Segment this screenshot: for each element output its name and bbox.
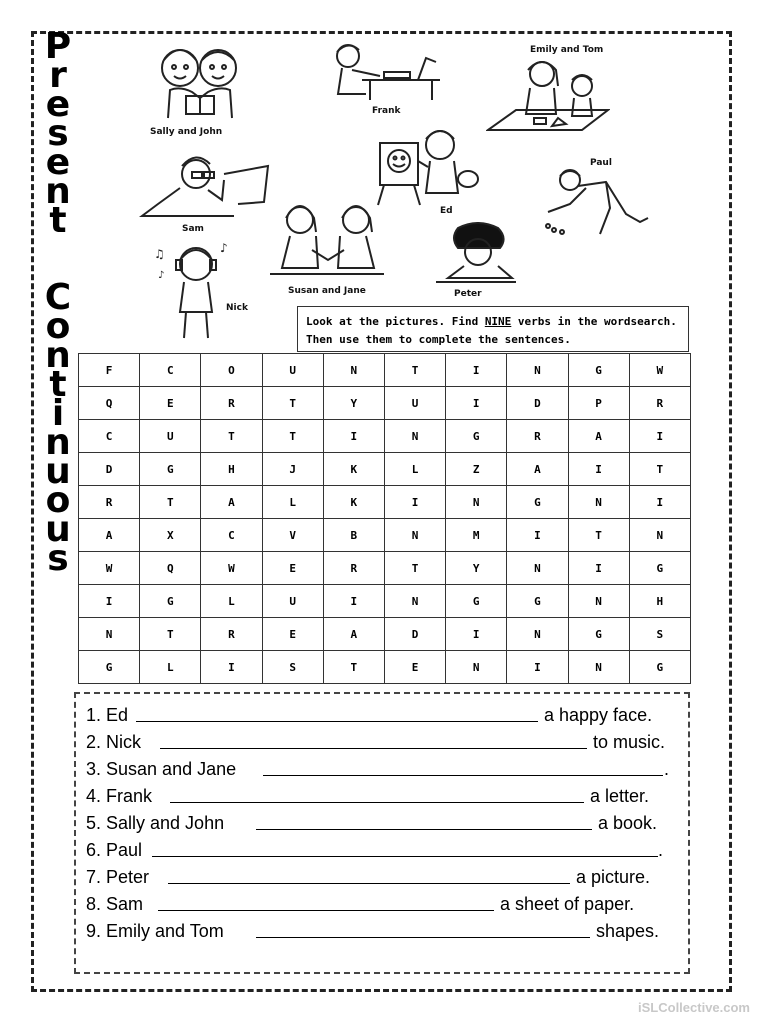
wordsearch-cell[interactable]: T [262, 420, 323, 453]
wordsearch-cell[interactable]: U [262, 585, 323, 618]
title-letter: P [44, 26, 72, 67]
wordsearch-row [79, 453, 691, 486]
wordsearch-cell[interactable]: I [446, 354, 507, 387]
wordsearch-cell[interactable]: J [262, 453, 323, 486]
wordsearch-cell[interactable]: I [79, 585, 140, 618]
wordsearch-cell[interactable]: N [568, 651, 629, 684]
svg-text:♫: ♫ [154, 247, 165, 261]
sentence-start: 9. Emily and Tom [86, 921, 224, 941]
sentence-end: to music. [593, 732, 666, 752]
answer-blank[interactable] [152, 856, 658, 857]
sentence-end: a picture. [576, 867, 651, 887]
wordsearch-row [79, 585, 691, 618]
wordsearch-cell[interactable]: A [323, 618, 384, 651]
title-letter: o [45, 480, 71, 521]
wordsearch-cell[interactable]: A [507, 453, 568, 486]
title-letter: t [49, 364, 67, 405]
paul-illustration [540, 168, 652, 240]
wordsearch-cell[interactable]: E [262, 618, 323, 651]
wordsearch-cell[interactable]: N [629, 519, 690, 552]
wordsearch-cell[interactable]: N [79, 618, 140, 651]
title-letter: u [45, 451, 71, 492]
sentence-end: . [664, 759, 670, 779]
wordsearch-cell[interactable]: M [446, 519, 507, 552]
title-letter: e [45, 84, 71, 125]
wordsearch-cell[interactable]: I [629, 486, 690, 519]
wordsearch-cell[interactable]: G [446, 585, 507, 618]
title-letter: s [47, 113, 69, 154]
wordsearch-cell[interactable]: N [323, 354, 384, 387]
wordsearch-cell[interactable]: T [568, 519, 629, 552]
wordsearch-row [79, 387, 691, 420]
wordsearch-cell[interactable]: Q [140, 552, 201, 585]
title-letter: n [45, 171, 71, 212]
title-letter: e [45, 142, 71, 183]
wordsearch-cell[interactable]: U [140, 420, 201, 453]
wordsearch-cell[interactable]: I [201, 651, 262, 684]
sentence-end: a happy face. [544, 705, 653, 725]
sentence-start: 3. Susan and Jane [86, 759, 237, 779]
wordsearch-cell[interactable]: I [323, 420, 384, 453]
wordsearch-cell[interactable]: U [384, 387, 445, 420]
caption-sam: Sam [182, 224, 204, 234]
sentence-start: 8. Sam [86, 894, 144, 914]
wordsearch-cell[interactable]: G [568, 618, 629, 651]
sentence-end: shapes. [596, 921, 660, 941]
wordsearch-cell[interactable]: K [323, 453, 384, 486]
wordsearch-cell[interactable]: T [140, 618, 201, 651]
title-letter: C [44, 277, 72, 318]
wordsearch-cell[interactable]: G [568, 354, 629, 387]
wordsearch-cell[interactable]: T [384, 354, 445, 387]
wordsearch-cell[interactable]: L [140, 651, 201, 684]
sentence-end: a sheet of paper. [500, 894, 635, 914]
sally-john-illustration [150, 40, 250, 122]
instructions-text: verbs in the wordsearch. [511, 315, 677, 328]
wordsearch-cell[interactable]: L [201, 585, 262, 618]
wordsearch-cell[interactable]: I [507, 651, 568, 684]
wordsearch-cell[interactable]: N [568, 486, 629, 519]
peter-illustration [428, 222, 520, 286]
wordsearch-cell[interactable]: T [629, 453, 690, 486]
wordsearch-cell[interactable]: A [201, 486, 262, 519]
sentence-end: . [658, 840, 664, 860]
answer-blank[interactable] [256, 937, 590, 938]
wordsearch-cell[interactable]: B [323, 519, 384, 552]
caption-paul: Paul [590, 158, 612, 168]
instructions-text: Look at the pictures. Find [306, 315, 485, 328]
sentence-start: 1. Ed [86, 705, 129, 725]
frank-illustration [322, 40, 444, 102]
wordsearch-cell[interactable]: N [507, 552, 568, 585]
wordsearch-cell[interactable]: D [507, 387, 568, 420]
wordsearch-cell[interactable]: C [201, 519, 262, 552]
wordsearch-cell[interactable]: R [629, 387, 690, 420]
wordsearch-cell[interactable]: N [384, 585, 445, 618]
title-letter: o [45, 306, 71, 347]
wordsearch-cell[interactable]: A [79, 519, 140, 552]
wordsearch-cell[interactable]: I [446, 387, 507, 420]
answer-blank[interactable] [158, 910, 494, 911]
answer-blank[interactable] [136, 721, 538, 722]
wordsearch-cell[interactable]: I [568, 453, 629, 486]
wordsearch-cell[interactable]: L [262, 486, 323, 519]
wordsearch-row [79, 420, 691, 453]
wordsearch-row [79, 486, 691, 519]
wordsearch-cell[interactable]: F [79, 354, 140, 387]
instructions-box [297, 306, 689, 352]
wordsearch-cell[interactable]: N [446, 651, 507, 684]
wordsearch-cell[interactable]: I [446, 618, 507, 651]
answer-blank[interactable] [160, 748, 587, 749]
wordsearch-cell[interactable]: S [262, 651, 323, 684]
title-letter: r [49, 55, 67, 96]
wordsearch-row [79, 519, 691, 552]
caption-nick: Nick [226, 303, 248, 313]
wordsearch-cell[interactable]: C [79, 420, 140, 453]
title-letter: n [45, 335, 71, 376]
wordsearch-cell[interactable]: I [507, 519, 568, 552]
wordsearch-cell[interactable]: R [201, 387, 262, 420]
wordsearch-cell[interactable]: I [323, 585, 384, 618]
wordsearch-cell[interactable]: R [201, 618, 262, 651]
nick-illustration [150, 238, 236, 340]
wordsearch-cell[interactable]: R [323, 552, 384, 585]
wordsearch-cell[interactable]: E [384, 651, 445, 684]
wordsearch-cell[interactable]: R [79, 486, 140, 519]
wordsearch-cell[interactable]: R [507, 420, 568, 453]
caption-frank: Frank [372, 106, 401, 116]
wordsearch-cell[interactable]: V [262, 519, 323, 552]
answer-blank[interactable] [256, 829, 592, 830]
wordsearch-cell[interactable]: H [629, 585, 690, 618]
wordsearch-cell[interactable]: O [201, 354, 262, 387]
wordsearch-cell[interactable]: Z [446, 453, 507, 486]
wordsearch-cell[interactable]: I [568, 552, 629, 585]
wordsearch-cell[interactable]: N [446, 486, 507, 519]
wordsearch-cell[interactable]: W [629, 354, 690, 387]
title-letter: t [49, 200, 67, 241]
wordsearch-cell[interactable]: G [140, 453, 201, 486]
sentence-end: a letter. [590, 786, 650, 806]
wordsearch-cell[interactable]: N [384, 420, 445, 453]
wordsearch-cell[interactable]: Y [446, 552, 507, 585]
wordsearch-cell[interactable]: X [140, 519, 201, 552]
wordsearch-cell[interactable]: Q [79, 387, 140, 420]
title-letter: s [47, 538, 69, 579]
wordsearch-cell[interactable]: T [140, 486, 201, 519]
answer-blank[interactable] [263, 775, 663, 776]
wordsearch-cell[interactable]: G [629, 651, 690, 684]
caption-emily-tom: Emily and Tom [530, 45, 604, 55]
wordsearch-cell[interactable]: T [384, 552, 445, 585]
title-letter: i [51, 393, 65, 434]
wordsearch-cell[interactable]: D [384, 618, 445, 651]
wordsearch-cell[interactable]: P [568, 387, 629, 420]
wordsearch-cell[interactable]: K [323, 486, 384, 519]
caption-sally-john: Sally and John [150, 127, 223, 137]
wordsearch-cell[interactable]: I [384, 486, 445, 519]
wordsearch-row [79, 651, 691, 684]
wordsearch-cell[interactable]: Y [323, 387, 384, 420]
sentence-start: 4. Frank [86, 786, 153, 806]
sentence-end: a book. [598, 813, 658, 833]
sentence-start: 7. Peter [86, 867, 150, 887]
wordsearch-grid [78, 353, 691, 684]
wordsearch-cell[interactable]: S [629, 618, 690, 651]
instructions-text: Then use them to complete the sentences. [306, 333, 571, 346]
wordsearch-cell[interactable]: G [140, 585, 201, 618]
wordsearch-cell[interactable]: G [507, 585, 568, 618]
answer-blank[interactable] [170, 802, 584, 803]
ed-illustration [372, 123, 480, 207]
susan-jane-illustration [268, 198, 386, 284]
wordsearch-cell[interactable]: H [201, 453, 262, 486]
wordsearch-cell[interactable]: G [446, 420, 507, 453]
caption-ed: Ed [440, 206, 453, 216]
title-letter: n [45, 422, 71, 463]
sentence-start: 6. Paul [86, 840, 143, 860]
wordsearch-cell[interactable]: U [262, 354, 323, 387]
sentence-start: 5. Sally and John [86, 813, 225, 833]
wordsearch-cell[interactable]: N [507, 354, 568, 387]
caption-peter: Peter [454, 289, 482, 299]
wordsearch-cell[interactable]: N [507, 618, 568, 651]
wordsearch-row [79, 354, 691, 387]
watermark: iSLCollective.com [638, 1000, 750, 1015]
wordsearch-cell[interactable]: W [201, 552, 262, 585]
wordsearch-cell[interactable]: T [262, 387, 323, 420]
wordsearch-cell[interactable]: G [629, 552, 690, 585]
wordsearch-cell[interactable]: E [140, 387, 201, 420]
wordsearch-cell[interactable]: T [201, 420, 262, 453]
answer-blank[interactable] [168, 883, 570, 884]
wordsearch-row [79, 618, 691, 651]
wordsearch-row [79, 552, 691, 585]
vertical-title [38, 26, 78, 579]
wordsearch-cell[interactable]: I [629, 420, 690, 453]
wordsearch-cell[interactable]: W [79, 552, 140, 585]
emily-tom-illustration [486, 56, 610, 132]
wordsearch-cell[interactable]: N [384, 519, 445, 552]
sentence-start: 2. Nick [86, 732, 142, 752]
svg-text:♪: ♪ [158, 270, 165, 281]
wordsearch-cell[interactable]: D [79, 453, 140, 486]
wordsearch-cell[interactable]: C [140, 354, 201, 387]
wordsearch-cell[interactable]: A [568, 420, 629, 453]
wordsearch-cell[interactable]: E [262, 552, 323, 585]
caption-susan-jane: Susan and Jane [288, 286, 366, 296]
instructions-emphasis: NINE [484, 315, 512, 328]
wordsearch-cell[interactable]: T [323, 651, 384, 684]
wordsearch-cell[interactable]: G [507, 486, 568, 519]
svg-text:♪: ♪ [220, 241, 228, 255]
wordsearch-cell[interactable]: G [79, 651, 140, 684]
wordsearch-cell[interactable]: N [568, 585, 629, 618]
sam-illustration [138, 152, 270, 224]
wordsearch-cell[interactable]: L [384, 453, 445, 486]
title-letter: u [45, 509, 71, 550]
